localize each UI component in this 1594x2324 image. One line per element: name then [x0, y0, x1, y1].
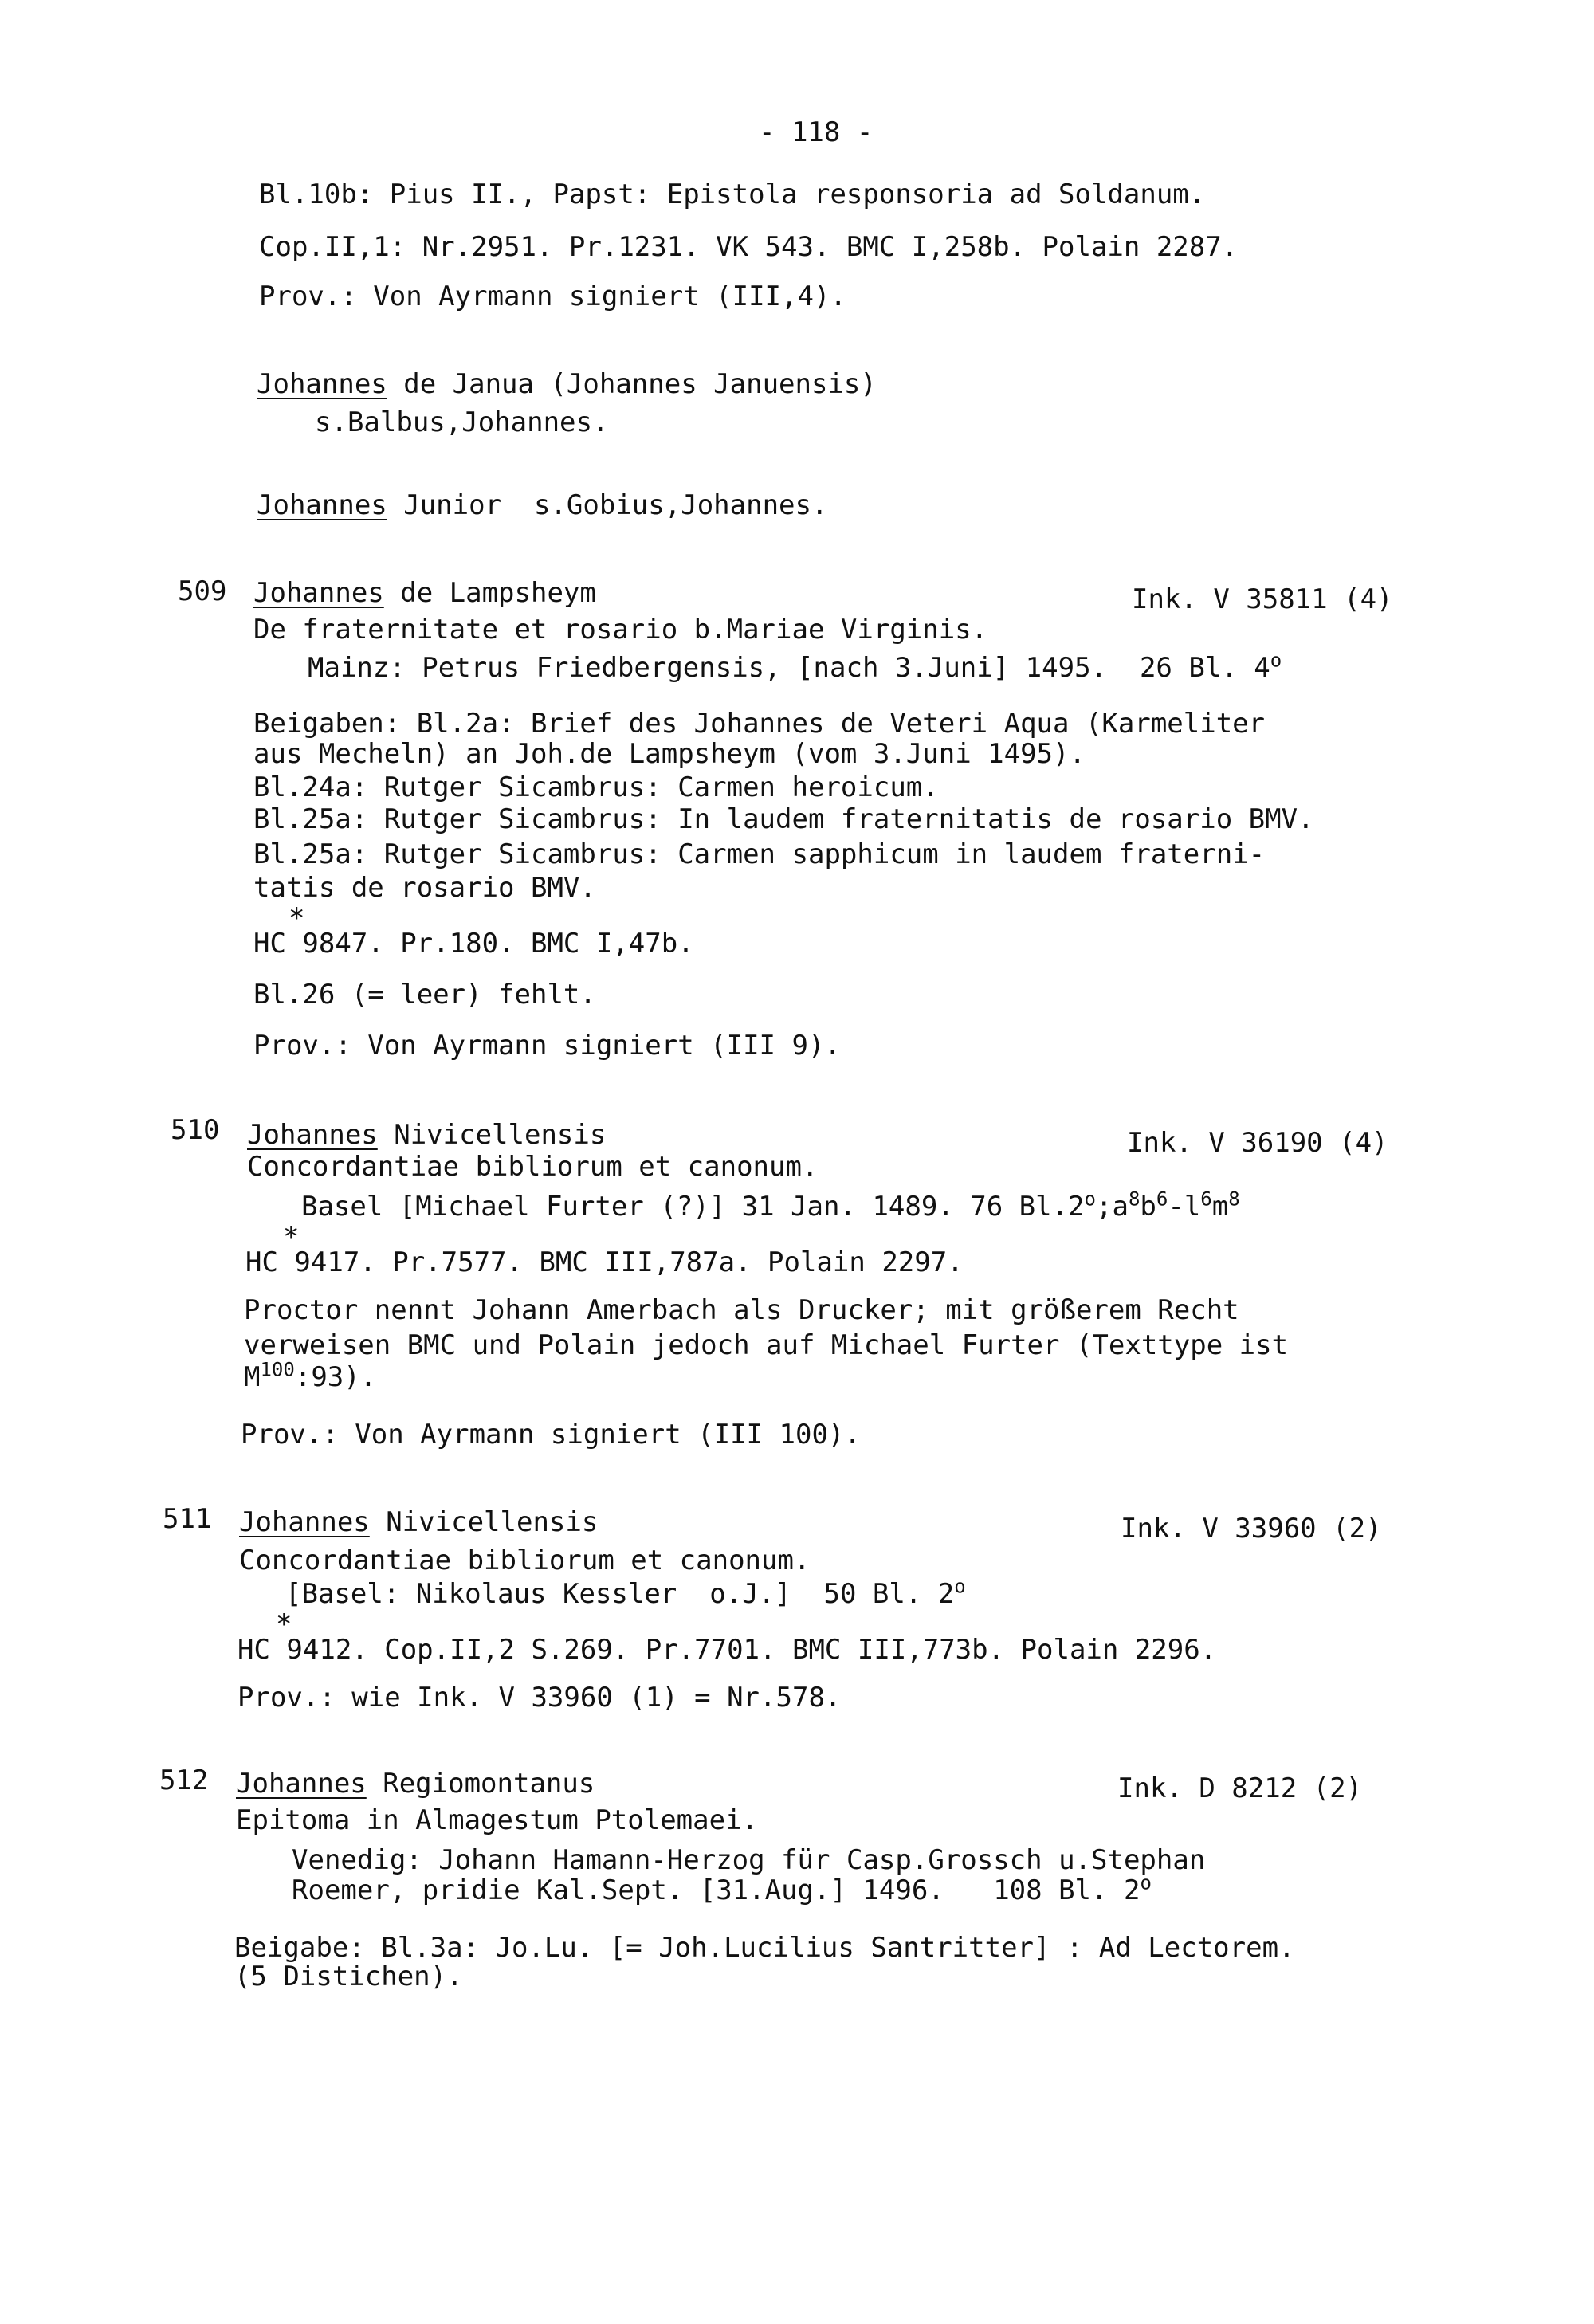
collation-sup: 8 [1128, 1188, 1141, 1211]
text-line: (5 Distichen). [234, 1961, 463, 1992]
typeface-ref: :93). [294, 1361, 377, 1393]
title-line: De fraternitate et rosario b.Mariae Virginis. [253, 614, 988, 646]
entry-heading [239, 1505, 598, 1540]
text-line [244, 1360, 376, 1395]
heading-rest: Nivicellensis [377, 1119, 607, 1151]
imprint-line [292, 1873, 1152, 1908]
text-line: Bl.25a: Rutger Sicambrus: Carmen sapphicum in laudem fraterni- [253, 838, 1266, 870]
star-mark: * [289, 902, 305, 934]
collation: ;a [1096, 1191, 1129, 1223]
title-line: Concordantiae bibliorum et canonum. [239, 1545, 811, 1576]
entry-number: 510 [171, 1114, 220, 1146]
title-line: Epitoma in Almagestum Ptolemaei. [236, 1804, 759, 1836]
collation-sup: 6 [1200, 1188, 1212, 1211]
text-line: verweisen BMC und Polain jedoch auf Michael Furter (Texttype ist [244, 1329, 1289, 1361]
collation: b [1140, 1191, 1156, 1223]
collation-sup: 8 [1228, 1188, 1240, 1211]
cross-reference [257, 488, 827, 523]
star-mark: * [283, 1221, 300, 1253]
imprint-text: Basel [Michael Furter (?)] 31 Jan. 1489. 76 Bl.2 [301, 1191, 1085, 1223]
format-sup: o [1270, 649, 1282, 672]
shelfmark: Ink. V 35811 (4) [1132, 583, 1393, 615]
heading-name: Johannes [239, 1506, 370, 1538]
shelfmark: Ink. D 8212 (2) [1117, 1772, 1363, 1804]
imprint-line [301, 1189, 1240, 1224]
heading-rest: Regiomontanus [366, 1768, 595, 1800]
imprint-line [285, 1576, 966, 1611]
format-sup: o [954, 1575, 966, 1598]
entry-heading [236, 1766, 595, 1801]
imprint-line [308, 650, 1282, 685]
heading-rest: Nivicellensis [369, 1506, 599, 1538]
format-sup: o [1140, 1871, 1152, 1894]
text-line: Bl.10b: Pius II., Papst: Epistola responsoria ad Soldanum. [259, 179, 1206, 210]
reference-line: HC 9417. Pr.7577. BMC III,787a. Polain 2297. [245, 1246, 964, 1278]
heading-name: Johannes [247, 1119, 378, 1151]
text-line: Bl.25a: Rutger Sicambrus: In laudem fraternitatis de rosario BMV. [253, 803, 1314, 835]
heading-name: Johannes [236, 1768, 367, 1800]
reference-line: HC 9412. Cop.II,2 S.269. Pr.7701. BMC III,773b. Polain 2296. [238, 1634, 1217, 1666]
text-line: aus Mecheln) an Joh.de Lampsheym (vom 3.Juni 1495). [253, 738, 1086, 770]
entry-heading [253, 575, 596, 610]
heading-name: Johannes [253, 577, 384, 609]
format-sup: o [1084, 1188, 1096, 1211]
provenance-line: Prov.: Von Ayrmann signiert (III 100). [241, 1419, 861, 1451]
heading-name: Johannes [257, 368, 387, 400]
collation-sup: 6 [1156, 1188, 1168, 1211]
heading-rest: de Janua (Johannes Januensis) [387, 368, 877, 400]
text-line: Cop.II,1: Nr.2951. Pr.1231. VK 543. BMC I,258b. Polain 2287. [259, 231, 1239, 263]
text-line: s.Balbus,Johannes. [315, 406, 609, 438]
title-line: Concordantiae bibliorum et canonum. [247, 1151, 819, 1183]
heading-name: Johannes [257, 489, 387, 521]
imprint-text: Roemer, pridie Kal.Sept. [31.Aug.] 1496. 108 Bl. 2 [292, 1875, 1141, 1906]
cross-reference [257, 367, 877, 402]
typeface-ref: M [244, 1361, 261, 1393]
star-mark: * [276, 1608, 292, 1640]
heading-rest: Junior s.Gobius,Johannes. [387, 489, 828, 521]
text-line: tatis de rosario BMV. [253, 872, 596, 904]
shelfmark: Ink. V 33960 (2) [1121, 1513, 1382, 1545]
text-line: Bl.24a: Rutger Sicambrus: Carmen heroicum. [253, 771, 939, 803]
heading-rest: de Lampsheym [383, 577, 596, 609]
entry-number: 511 [163, 1503, 212, 1535]
entry-number: 509 [178, 575, 227, 607]
text-line: Beigaben: Bl.2a: Brief des Johannes de Veteri Aqua (Karmeliter [253, 708, 1266, 740]
imprint-text: [Basel: Nikolaus Kessler o.J.] 50 Bl. 2 [285, 1578, 955, 1610]
typeface-sup: 100 [260, 1358, 295, 1381]
entry-heading [247, 1117, 606, 1152]
provenance-line: Prov.: wie Ink. V 33960 (1) = Nr.578. [238, 1682, 842, 1714]
imprint-text: Mainz: Petrus Friedbergensis, [nach 3.Juni] 1495. 26 Bl. 4 [308, 652, 1270, 684]
provenance-line: Prov.: Von Ayrmann signiert (III 9). [253, 1030, 841, 1062]
collation: m [1211, 1191, 1229, 1223]
page-number: - 118 - [759, 116, 874, 148]
text-line: Prov.: Von Ayrmann signiert (III,4). [259, 281, 846, 312]
shelfmark: Ink. V 36190 (4) [1127, 1127, 1388, 1159]
entry-number: 512 [159, 1765, 209, 1796]
text-line: Beigabe: Bl.3a: Jo.Lu. [= Joh.Lucilius Santritter] : Ad Lectorem. [234, 1932, 1295, 1964]
reference-line: HC 9847. Pr.180. BMC I,47b. [253, 928, 694, 960]
text-line: Proctor nennt Johann Amerbach als Drucker; mit größerem Recht [244, 1294, 1239, 1326]
collation: -l [1168, 1191, 1201, 1223]
imprint-line: Venedig: Johann Hamann-Herzog für Casp.Grossch u.Stephan [292, 1844, 1206, 1876]
text-line: Bl.26 (= leer) fehlt. [253, 979, 596, 1011]
